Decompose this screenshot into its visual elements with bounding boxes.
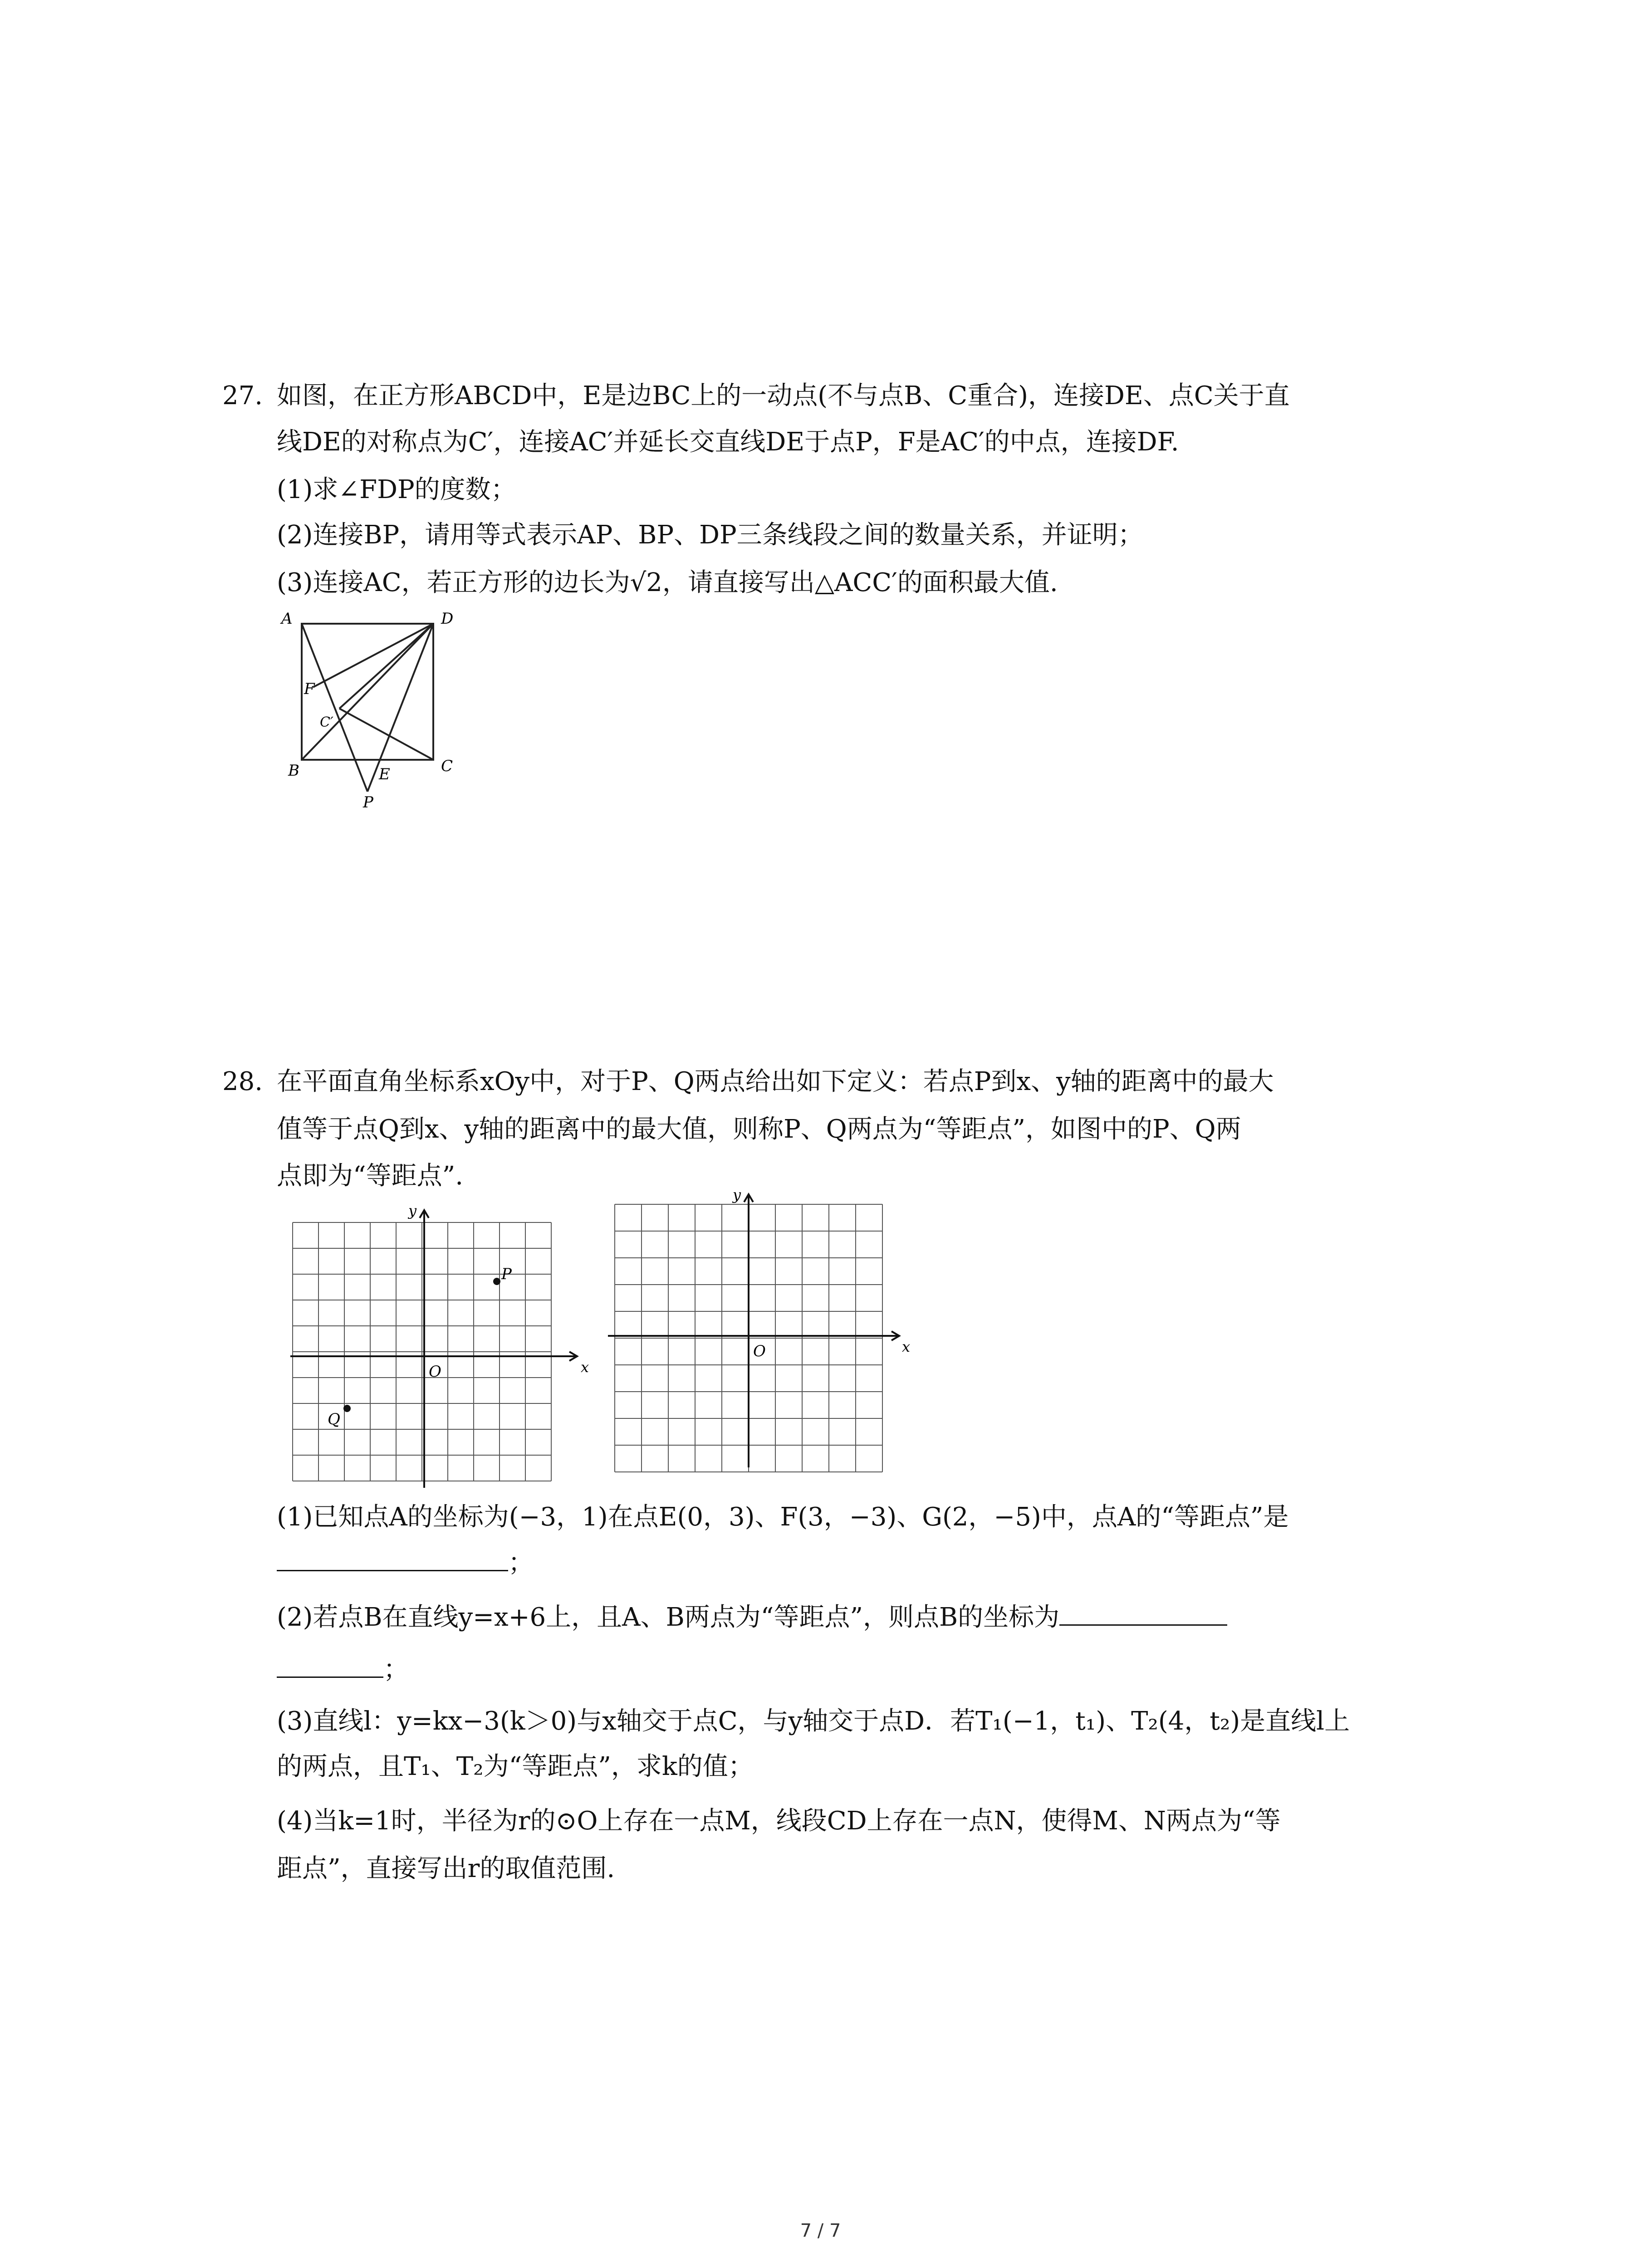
label-e: E [379,765,390,783]
q28-sub-2-text: (2)若点B在直线y=x+6上，且A、B两点为“等距点”，则点B的坐标为 [277,1603,1060,1632]
origin-label: O [429,1363,441,1381]
page-number: 7 / 7 [800,2220,841,2241]
label-c-prime: C′ [320,714,333,730]
x-axis-label: x [581,1359,589,1376]
q28-sub-1-punct: ； [508,1548,534,1578]
question-27-number: 27. [222,381,263,411]
q27-sub-3: (3)连接AC，若正方形的边长为√2，请直接写出△ACC′的面积最大值. [277,568,1058,597]
q28-sub-1-line-a: (1)已知点A的坐标为(−3，1)在点E(0，3)、F(3，−3)、G(2，−5)中，点A的“等距点”是 [277,1502,1289,1532]
label-p: P [363,793,373,807]
q28-sub-1-line-b [277,1545,534,1581]
label-c: C [441,757,453,775]
q28-sub-3-line-a: (3)直线l：y=kx−3(k＞0)与x轴交于点C，与y轴交于点D．若T₁(−1，t₁)、T₂(4，t₂)是直线l上 [277,1706,1350,1736]
answer-blank-2a[interactable] [1059,1599,1227,1626]
question-28-number: 28. [222,1067,263,1096]
q28-line-2: 值等于点Q到x、y轴的距离中的最大值，则称P、Q两点为“等距点”，如图中的P、Q两 [277,1114,1241,1144]
q27-line-2: 线DE的对称点为C′，连接AC′并延长交直线DE于点P，F是AC′的中点，连接DF. [277,427,1179,457]
q28-line-3: 点即为“等距点”. [277,1161,464,1191]
q28-sub-2-punct: ； [383,1655,409,1684]
answer-blank-1[interactable] [277,1545,508,1571]
point-q-label: Q [328,1410,340,1428]
point-p-label: P [501,1265,512,1283]
label-d: D [441,610,454,628]
label-f: F [304,680,315,698]
y-axis-label: y [733,1186,741,1203]
coordinate-grid-1 [272,1198,590,1492]
q28-sub-4-line-a: (4)当k=1时，半径为r的⊙O上存在一点M，线段CD上存在一点N，使得M、N两点为“等 [277,1806,1281,1836]
origin-label: O [753,1342,766,1360]
q28-line-1: 在平面直角坐标系xOy中，对于P、Q两点给出如下定义：若点P到x、y轴的距离中的最大 [277,1067,1274,1096]
q27-sub-2: (2)连接BP，请用等式表示AP、BP、DP三条线段之间的数量关系，并证明； [277,520,1143,550]
q27-sub-1: (1)求∠FDP的度数； [277,475,516,504]
q27-line-1: 如图，在正方形ABCD中，E是边BC上的一动点(不与点B、C重合)，连接DE、点C关于直 [277,381,1290,411]
y-axis-label: y [408,1202,417,1219]
answer-blank-2b[interactable] [277,1651,383,1678]
square-abcd-figure [272,608,472,807]
label-b: B [288,762,299,780]
coordinate-grid-2 [599,1186,916,1481]
label-a: A [281,610,293,628]
q28-sub-2-line-a [277,1599,1227,1636]
q28-sub-4-line-b: 距点”，直接写出r的取值范围. [277,1854,615,1883]
q28-sub-3-line-b: 的两点，且T₁、T₂为“等距点”，求k的值； [277,1752,754,1781]
q28-sub-2-line-b [277,1651,409,1688]
x-axis-label: x [902,1338,911,1355]
